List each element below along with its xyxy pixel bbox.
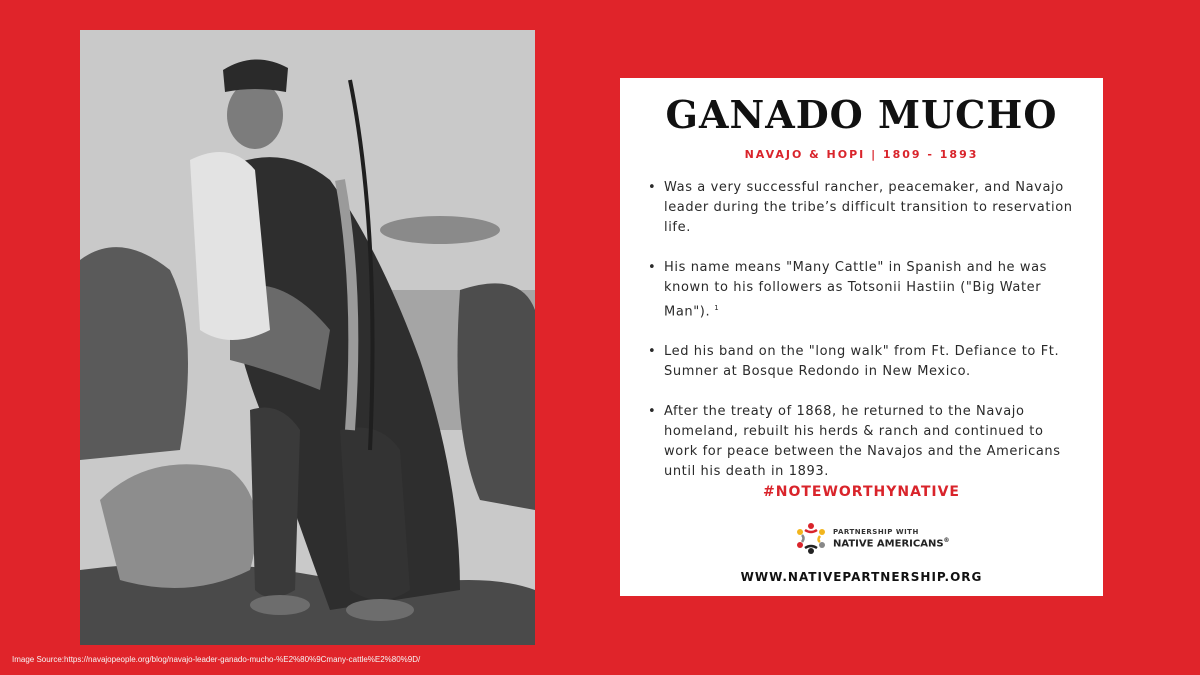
facts-list xyxy=(648,178,1078,502)
portrait-illustration-icon xyxy=(80,30,535,645)
bullet-icon: • xyxy=(648,404,657,420)
circle-of-people-icon xyxy=(793,520,829,556)
fact-item xyxy=(648,178,1078,238)
fact-item xyxy=(648,342,1078,382)
logo-line-2 xyxy=(833,537,950,549)
portrait-photo xyxy=(80,30,535,645)
registered-mark: ® xyxy=(943,537,950,544)
partnership-logo xyxy=(793,518,950,558)
subtitle-tribe-dates: NAVAJO & HOPI | 1809 - 1893 xyxy=(744,148,979,161)
fact-text: After the treaty of 1868, he returned to the Navajo homeland, rebuilt his herds & ranch and continued to work for peace between the Navajos and the Americans until his death in 1893. xyxy=(664,404,1061,480)
website-url: WWW.NATIVEPARTNERSHIP.ORG xyxy=(740,570,983,584)
fact-text: Led his band on the "long walk" from Ft. Defiance to Ft. Sumner at Bosque Redondo in New Mexico. xyxy=(664,344,1060,380)
fact-item xyxy=(648,402,1078,482)
logo-line-1: PARTNERSHIP WITH xyxy=(833,528,919,536)
image-source-caption: Image Source:https://navajopeople.org/blog/navajo-leader-ganado-mucho-%E2%80%9Cmany-cattle%E2%80%9D/ xyxy=(12,655,421,664)
bullet-icon: • xyxy=(648,260,657,275)
hashtag: #NOTEWORTHYNATIVE xyxy=(763,484,960,500)
bullet-icon: • xyxy=(648,344,657,360)
page-title: GANADO MUCHO xyxy=(665,92,1058,137)
bullet-icon: • xyxy=(648,180,657,195)
fact-text: His name means "Many Cattle" in Spanish and he was known to his followers as Totsonii Hastiin ("Big Water Man"). xyxy=(664,260,1048,320)
fact-text: Was a very successful rancher, peacemaker, and Navajo leader during the tribe’s difficult transition to reservation life. xyxy=(664,180,1073,235)
fact-item xyxy=(648,258,1078,322)
info-card xyxy=(620,78,1103,596)
footnote-marker: 1 xyxy=(714,304,720,312)
logo-line-2-text: NATIVE AMERICANS xyxy=(833,538,944,550)
